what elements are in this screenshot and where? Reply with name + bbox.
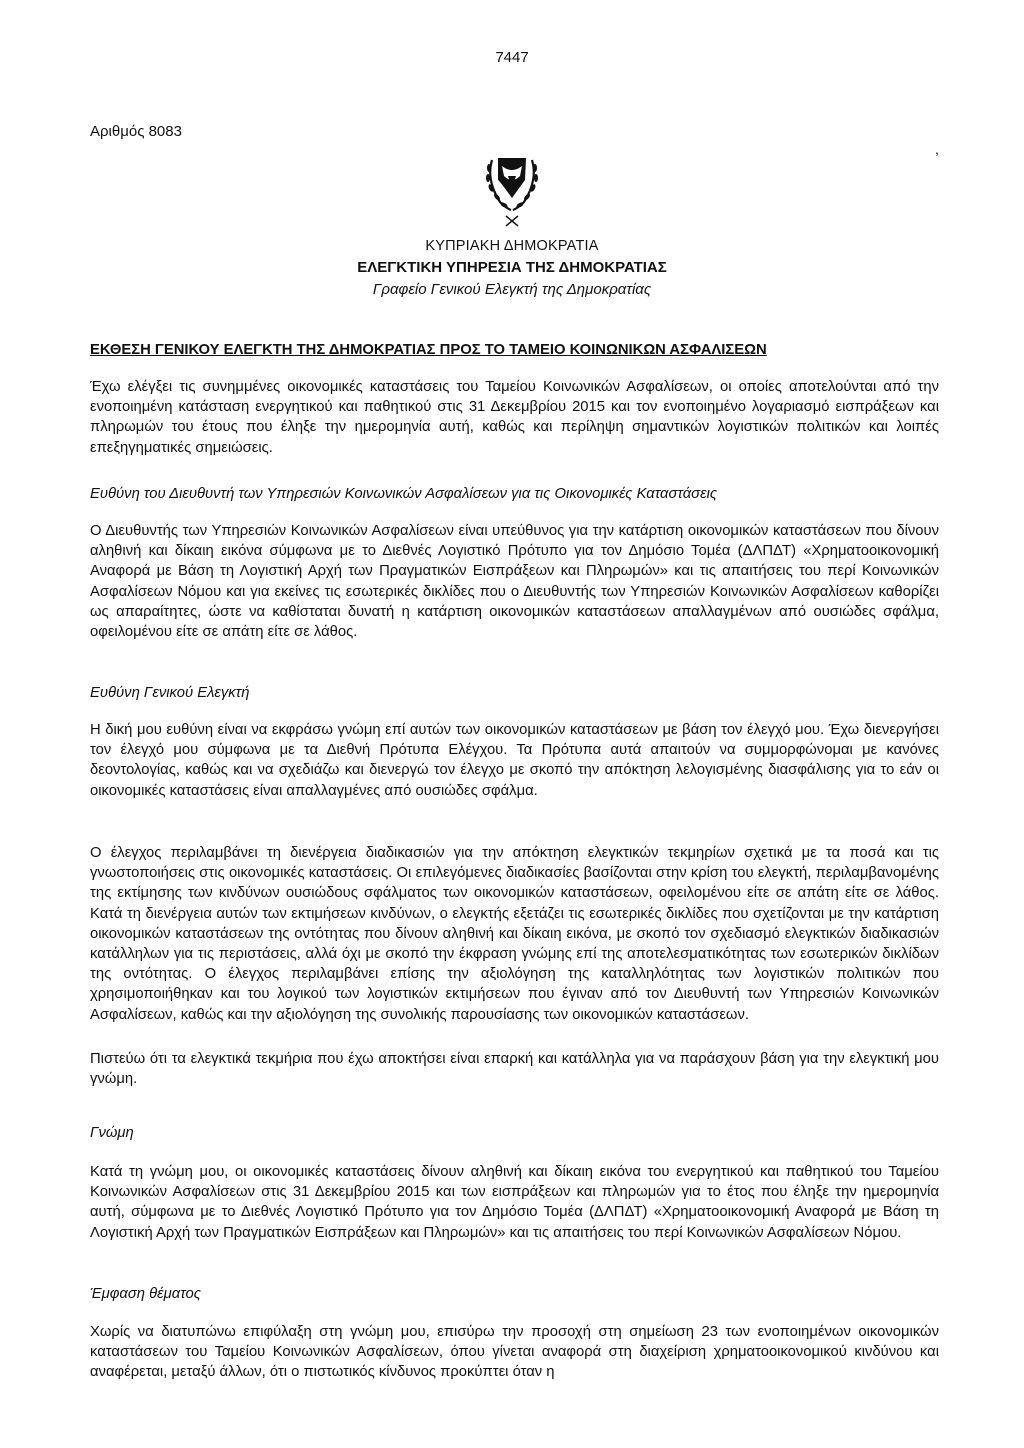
auditor-responsibility-paragraph-1: Η δική μου ευθύνη είναι να εκφράσω γνώμη επί αυτών των οικονομικών καταστάσεων με βάση τον έλεγχό μου. Έχω διενεργήσει τον έλεγχό μου σύμφωνα με τα Διεθνή Πρότυπα Ελέγχου. Τα Πρότυπα αυτά απαιτούν να συμμορφώνομαι με κανόνες δεοντολογίας, καθώς και να σχεδιάζω και διενεργώ τον έλεγχο με σκοπό την απόκτηση λελογισμένης διασφάλισης για το εάν οι οικονομικές καταστάσεις είναι απαλλαγμένες από ουσιώδες σφάλμα. [90,722,939,799]
stray-mark: , [935,141,939,157]
auditor-responsibility-paragraph-2: Ο έλεγχος περιλαμβάνει τη διενέργεια διαδικασιών για την απόκτηση ελεγκτικών τεκμηρίων σχετικά με τα ποσά και τις γνωστοποιήσεις στις οικονομικές καταστάσεις. Οι επιλεγόμενες διαδικασίες βασίζονται στην κρίση του ελεγκτή, περιλαμβανομένης της εκτίμησης των κινδύνων ουσιώδους σφάλματος των οικονομικών καταστάσεων, οφειλομένου είτε σε απάτη είτε σε λάθος. Κατά τη διενέργεια αυτών των εκτιμήσεων κινδύνων, ο ελεγκτής εξετάζει τις εσωτερικές δικλίδες που σχετίζονται με την κατάρτιση οικονομικών καταστάσεων της οντότητας που δίνουν αληθινή και δίκαιη εικόνα, με σκοπό τον σχεδιασμό ελεγκτικών διαδικασιών κατάλληλων για τις περιστάσεις, αλλά όχι με σκοπό την έκφραση γνώμης επί της αποτελεσματικότητας των εσωτερικών δικλίδων της οντότητας. Ο έλεγχος περιλαμβάνει επίσης την αξιολόγηση της καταλληλότητας των λογιστικών πολιτικών που χρησιμοποιήθηκαν και του λογικού των λογιστικών εκτιμήσεων που έγιναν από τον Διευθυντή των Υπηρεσιών Κοινωνικών Ασφαλίσεων, καθώς και την αξιολόγηση της συνολικής παρουσίασης των οικονομικών καταστάσεων. [90,845,939,1023]
header-office: Γραφείο Γενικού Ελεγκτή της Δημοκρατίας [372,281,652,298]
intro-paragraph: Έχω ελέγξει τις συνημμένες οικονομικές καταστάσεις του Ταμείου Κοινωνικών Ασφαλίσεων, οι οποίες αποτελούνται από την ενοποιημένη κατάσταση ενεργητικού και παθητικού στις 31 Δεκεμβρίου 2015 και τον ενοποιημένο λογαριασμό εισπράξεων και πληρωμών του έτους που έληξε την ημερομηνία αυτή, καθώς και περίληψη σημαντικών λογιστικών πολιτικών και λοιπές επεξηγηματικές σημειώσεις. [90,379,939,456]
section-heading-opinion: Γνώμη [90,1125,134,1141]
header-service: ΕΛΕΓΚΤΙΚΗ ΥΠΗΡΕΣΙΑ ΤΗΣ ΔΗΜΟΚΡΑΤΙΑΣ [357,259,667,276]
opinion-paragraph: Κατά τη γνώμη μου, οι οικονομικές καταστάσεις δίνουν αληθινή και δίκαιη εικόνα του ενεργητικού και παθητικού του Ταμείου Κοινωνικών Ασφαλίσεων στις 31 Δεκεμβρίου 2015 και των εισπράξεων και πληρωμών για το έτος που έληξε την ημερομηνία αυτή, σύμφωνα με το Διεθνές Λογιστικό Πρότυπο για τον Δημόσιο Τομέα (ΔΛΠΔΤ) «Χρηματοοικονομική Αναφορά με Βάση τη Λογιστική Αρχή των Πραγματικών Εισπράξεων και Πληρωμών» και τις απαιτήσεις του περί Κοινωνικών Ασφαλίσεων Νόμου. [90,1164,939,1241]
section-heading-director-responsibility: Ευθύνη του Διευθυντή των Υπηρεσιών Κοινωνικών Ασφαλίσεων για τις Οικονομικές Καταστάσεις [90,486,718,502]
gazette-number: Αριθμός 8083 [90,123,182,140]
header-country: ΚΥΠΡΙΑΚΗ ΔΗΜΟΚΡΑΤΙΑ [425,238,599,254]
emphasis-paragraph: Χωρίς να διατυπώνω επιφύλαξη στη γνώμη μου, επισύρω την προσοχή στη σημείωση 23 των ενοποιημένων οικονομικών καταστάσεων του Ταμείου Κοινωνικών Ασφαλίσεων, όπου γίνεται αναφορά στη διαχείριση χρηματοοικονομικού κινδύνου και αναφέρεται, μεταξύ άλλων, ότι ο πιστωτικός κίνδυνος προκύπτει όταν η [90,1324,939,1381]
section-heading-auditor-responsibility: Ευθύνη Γενικού Ελεγκτή [90,685,250,701]
section-heading-emphasis: Έμφαση θέματος [90,1286,201,1302]
report-title: ΕΚΘΕΣΗ ΓΕΝΙΚΟΥ ΕΛΕΓΚΤΗ ΤΗΣ ΔΗΜΟΚΡΑΤΙΑΣ ΠΡΟΣ ΤΟ ΤΑΜΕΙΟ ΚΟΙΝΩΝΙΚΩΝ ΑΣΦΑΛΙΣΕΩΝ [90,342,767,358]
director-responsibility-paragraph: Ο Διευθυντής των Υπηρεσιών Κοινωνικών Ασφαλίσεων είναι υπεύθυνος για την κατάρτιση οικονομικών καταστάσεων που δίνουν αληθινή και δίκαιη εικόνα σύμφωνα με το Διεθνές Λογιστικό Πρότυπο για τον Δημόσιο Τομέα (ΔΛΠΔΤ) «Χρηματοοικονομική Αναφορά με Βάση τη Λογιστική Αρχή των Πραγματικών Εισπράξεων και Πληρωμών» και τις απαιτήσεις του περί Κοινωνικών Ασφαλίσεων Νόμου και για εκείνες τις εσωτερικές δικλίδες που ο Διευθυντής των Υπηρεσιών Κοινωνικών Ασφαλίσεων καθορίζει ως απαραίτητες, ώστε να καθίσταται δυνατή η κατάρτιση οικονομικών καταστάσεων απαλλαγμένων από ουσιώδες σφάλμα, οφειλομένου είτε σε απάτη είτε σε λάθος. [90,523,939,641]
coat-of-arms-icon [478,150,546,228]
auditor-responsibility-paragraph-3: Πιστεύω ότι τα ελεγκτικά τεκμήρια που έχω αποκτήσει είναι επαρκή και κατάλληλα για να παράσχουν βάση για την ελεγκτική μου γνώμη. [90,1051,939,1088]
page-number: 7447 [495,49,529,66]
